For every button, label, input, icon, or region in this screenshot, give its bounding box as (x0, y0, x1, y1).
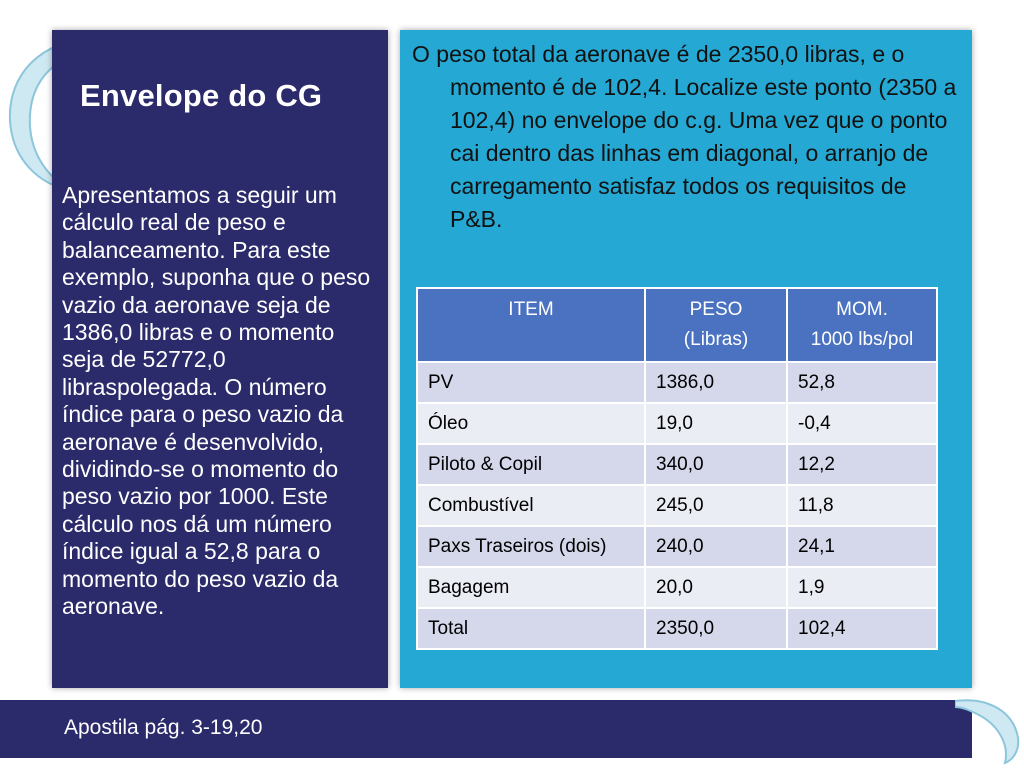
header-mom-line2: 1000 lbs/pol (810, 329, 914, 350)
cell-item: Paxs Traseiros (dois) (417, 526, 645, 567)
table-row (417, 403, 937, 444)
left-body-text: Apresentamos a seguir um cálculo real de peso e balanceamento. Para este exemplo, suponha que o peso vazio da aeronave seja de 1386,0 libras e o momento seja de 52772,0 libraspolegada. O número índice para o peso vazio da aeronave é desenvolvido, dividindo-se o momento do peso vazio por 1000. Este cálculo nos dá um número índice igual a 52,8 para o momento do peso vazio da aeronave. (62, 182, 371, 620)
decorative-swoosh-bottom-icon (955, 695, 1024, 765)
cell-item: Total (417, 608, 645, 649)
cell-item: Piloto & Copil (417, 444, 645, 485)
cell-mom: -0,4 (787, 403, 937, 444)
cell-item: PV (417, 362, 645, 403)
header-item-line1: ITEM (508, 299, 554, 320)
cell-mom: 24,1 (787, 526, 937, 567)
table-row (417, 485, 937, 526)
cell-item: Óleo (417, 403, 645, 444)
header-peso-line1: PESO (689, 299, 743, 320)
table-row (417, 444, 937, 485)
cell-mom: 102,4 (787, 608, 937, 649)
table-row (417, 608, 937, 649)
table-row (417, 567, 937, 608)
right-body-text: O peso total da aeronave é de 2350,0 libras, e o momento é de 102,4. Localize este ponto (2350 a 102,4) no envelope do c.g. Uma vez que o ponto cai dentro das linhas em diagonal, o arranjo de carregamento satisfaz todos os requisitos de P&B. (412, 41, 957, 232)
right-panel (400, 30, 972, 688)
header-mom-line1: MOM. (836, 299, 888, 320)
table-row (417, 362, 937, 403)
cell-peso: 2350,0 (645, 608, 787, 649)
table-row (417, 526, 937, 567)
weight-balance-table (416, 287, 938, 650)
cell-item: Combustível (417, 485, 645, 526)
slide-title: Envelope do CG (80, 78, 323, 113)
cell-peso: 1386,0 (645, 362, 787, 403)
cell-mom: 52,8 (787, 362, 937, 403)
header-peso-line2: (Libras) (683, 329, 749, 350)
footer-reference: Apostila pág. 3-19,20 (64, 716, 263, 739)
cell-peso: 240,0 (645, 526, 787, 567)
cell-item: Bagagem (417, 567, 645, 608)
header-peso (645, 288, 787, 362)
cell-mom: 11,8 (787, 485, 937, 526)
cell-peso: 245,0 (645, 485, 787, 526)
header-item (417, 288, 645, 362)
cell-peso: 19,0 (645, 403, 787, 444)
table-header-row (417, 288, 937, 362)
cell-mom: 12,2 (787, 444, 937, 485)
cell-peso: 340,0 (645, 444, 787, 485)
cell-peso: 20,0 (645, 567, 787, 608)
cell-mom: 1,9 (787, 567, 937, 608)
left-panel (52, 30, 388, 688)
header-mom (787, 288, 937, 362)
